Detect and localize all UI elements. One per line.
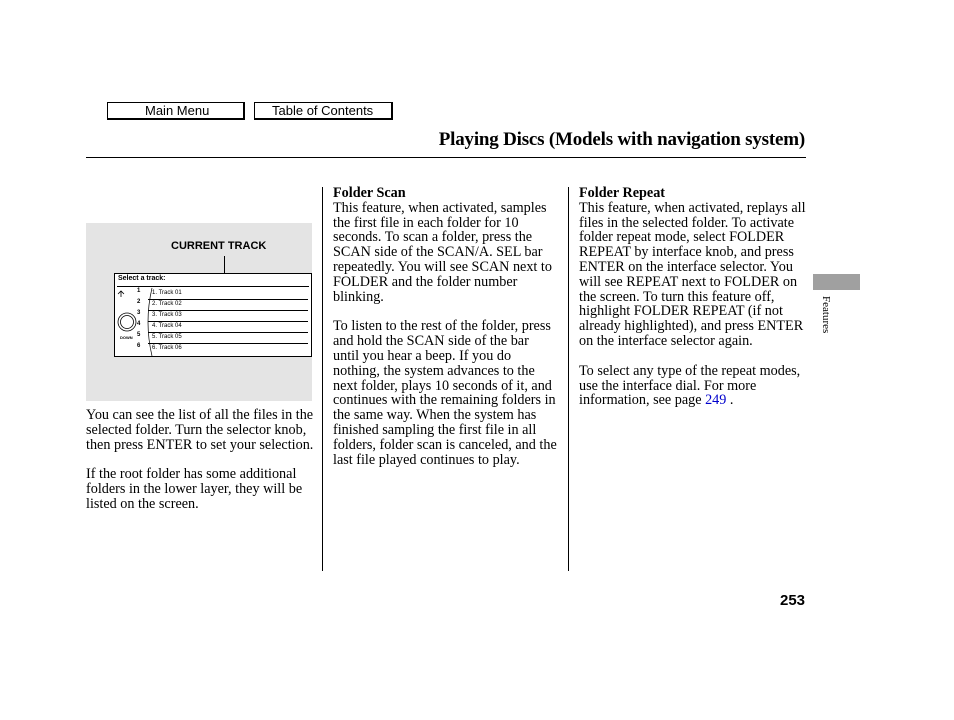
track-number: 4 — [137, 321, 141, 327]
paragraph-text: To select any type of the repeat modes, use the interface dial. For more information, see page — [579, 362, 801, 409]
track-label: 4. Track 04 — [152, 323, 182, 329]
track-number: 3 — [137, 310, 141, 316]
track-list-item — [148, 289, 308, 300]
column-2 — [333, 186, 558, 467]
section-tab — [813, 274, 860, 290]
track-label: 5. Track 05 — [152, 334, 182, 340]
section-heading-folder-scan: Folder Scan — [333, 185, 406, 201]
track-label: 3. Track 03 — [152, 312, 182, 318]
paragraph: To listen to the rest of the folder, press and hold the SCAN side of the bar until you hear a beep. If you do nothing, the system advances to the next folder, plays 10 seconds of it, and continues with the remaining folders in the same way. When the system has finished sampling the first file in all folders, folder scan is canceled, and the last file played continues to play. — [333, 318, 557, 468]
paragraph-text: . — [726, 392, 734, 409]
figure-caption: CURRENT TRACK — [171, 240, 267, 252]
track-label: 1. Track 01 — [152, 290, 182, 296]
track-number: 2 — [137, 299, 141, 305]
paragraph: You can see the list of all the files in the selected folder. Turn the selector knob, then press ENTER to set your selection. — [86, 407, 314, 453]
page-title: Playing Discs (Models with navigation system) — [438, 129, 805, 150]
track-list-figure — [86, 223, 312, 401]
paragraph — [579, 364, 807, 408]
column-divider-2 — [568, 187, 569, 571]
track-number: 5 — [137, 332, 141, 338]
track-list-item — [148, 322, 308, 333]
track-list-item — [148, 300, 308, 311]
column-divider-1 — [322, 187, 323, 571]
track-list-item — [148, 344, 308, 354]
track-label: 2. Track 02 — [152, 301, 182, 307]
table-of-contents-button[interactable]: Table of Contents — [254, 102, 393, 120]
paragraph: This feature, when activated, replays all files in the selected folder. To activate folder repeat mode, select FOLDER REPEAT by interface knob, and press ENTER on the interface selector. You will see REPEAT next to FOLDER on the screen. To turn this feature off, highlight FOLDER REPEAT (if not already highlighted), and press ENTER on the interface selector again. — [579, 199, 806, 349]
page-number: 253 — [780, 592, 806, 609]
column-1 — [86, 408, 316, 512]
paragraph: This feature, when activated, samples the first file in each folder for 10 seconds. To scan a folder, press the SCAN side of the SCAN/A. SEL bar repeatedly. You will see SCAN next to FOLDER and the folder number blinking. — [333, 199, 552, 305]
track-number: 6 — [137, 343, 141, 349]
section-heading-folder-repeat: Folder Repeat — [579, 185, 666, 201]
main-menu-button[interactable]: Main Menu — [107, 102, 245, 120]
column-3 — [579, 186, 807, 408]
section-label: Features — [820, 296, 832, 334]
track-list-item — [148, 311, 308, 322]
down-label: DOWN — [120, 335, 133, 340]
selector-knob-icon — [116, 288, 141, 335]
track-list-item — [148, 333, 308, 344]
page-link[interactable]: 249 — [705, 392, 727, 409]
screen-title: Select a track: — [118, 275, 166, 282]
title-divider — [86, 157, 806, 158]
track-label: 6. Track 06 — [152, 345, 182, 351]
track-number: 1 — [137, 288, 141, 294]
display-screen — [114, 273, 312, 357]
paragraph: If the root folder has some additional folders in the lower layer, they will be listed on the screen. — [86, 466, 303, 512]
